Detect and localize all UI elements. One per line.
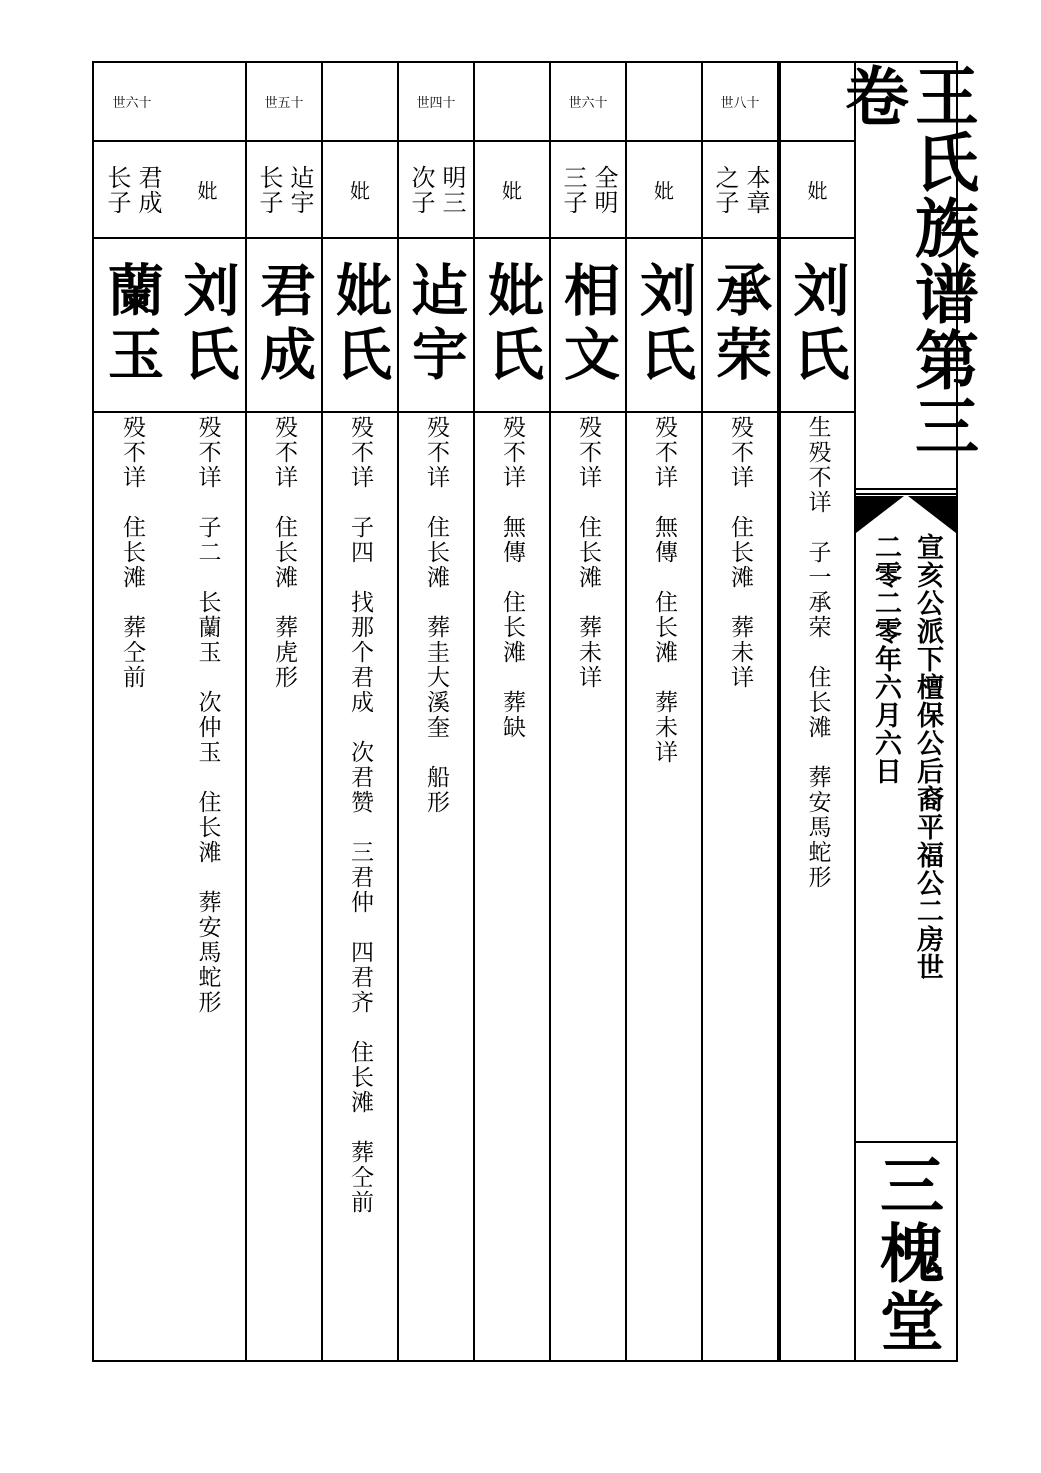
person-name: 妣氏 (475, 239, 549, 413)
relation-label: 全明 三子 (551, 142, 625, 239)
relation-label: 迠宇 长子 (247, 142, 321, 239)
person-name: 迠宇 (399, 239, 473, 413)
generation-label: 世八十 (703, 63, 777, 142)
generation-label (627, 63, 701, 142)
generation-label (170, 63, 245, 142)
column-7 (323, 63, 399, 1360)
person-name: 相文 (551, 239, 625, 413)
relation-label: 明三 次子 (399, 142, 473, 239)
relation-label: 妣 (781, 142, 854, 239)
relation-label: 妣 (323, 142, 397, 239)
column-3 (627, 63, 703, 1360)
relation-label: 妣 (627, 142, 701, 239)
person-name: 刘氏 (781, 239, 854, 413)
hall-name: 三槐堂 (856, 1141, 956, 1364)
person-detail: 殁不详 住长滩 葬未详 (727, 415, 753, 690)
generation-label (323, 63, 397, 142)
person-name: 刘氏 (627, 239, 701, 413)
generation-label: 世五十 (247, 63, 321, 142)
lineage-text: 宣亥公派下檀保公后裔平福公二房世 (912, 533, 943, 981)
title-column (834, 63, 979, 1360)
lineage-subtitle (856, 533, 956, 1143)
person-detail: 生殁不详 子一承荣 住长滩 葬安馬蛇形 (804, 415, 831, 890)
person-detail: 殁不详 住长滩 葬圭大溪奎 船形 (423, 415, 449, 815)
column-9 (170, 63, 247, 1360)
relation-label: 君成 长子 (94, 142, 170, 239)
person-name: 承荣 (703, 239, 777, 413)
relation-label: 妣 (170, 142, 245, 239)
relation-label: 本章 之子 (703, 142, 777, 239)
compile-date: 二零二零年六月六日 (870, 533, 901, 785)
generation-label: 世六十 (94, 63, 170, 142)
generation-label: 世六十 (551, 63, 625, 142)
person-detail: 殁不详 無傳 住长滩 葬未详 (651, 415, 677, 765)
person-detail: 殁不详 子四 找那个君成 次君赞 三君仲 四君齐 住长滩 葬仝前 (347, 415, 373, 1215)
person-detail: 殁不详 無傳 住长滩 葬缺 (499, 415, 525, 740)
column-4 (551, 63, 627, 1360)
genealogy-page (92, 61, 979, 1362)
person-detail: 殁不详 住长滩 葬未详 (575, 415, 601, 690)
column-5 (475, 63, 551, 1360)
person-detail: 殁不详 住长滩 葬仝前 (119, 415, 145, 690)
book-title: 王氏族谱第三卷 (834, 63, 979, 459)
person-name: 妣氏 (323, 239, 397, 413)
column-10 (94, 63, 170, 1360)
person-name: 刘氏 (170, 239, 245, 413)
column-8 (247, 63, 323, 1360)
generation-label (475, 63, 549, 142)
generation-label: 世四十 (399, 63, 473, 142)
column-2 (703, 63, 779, 1360)
column-6 (399, 63, 475, 1360)
person-detail: 殁不详 住长滩 葬虎形 (271, 415, 297, 690)
relation-label: 妣 (475, 142, 549, 239)
person-name: 君成 (247, 239, 321, 413)
person-name: 蘭玉 (94, 239, 170, 413)
person-detail: 殁不详 子二 长蘭玉 次仲玉 住长滩 葬安馬蛇形 (194, 415, 221, 1015)
